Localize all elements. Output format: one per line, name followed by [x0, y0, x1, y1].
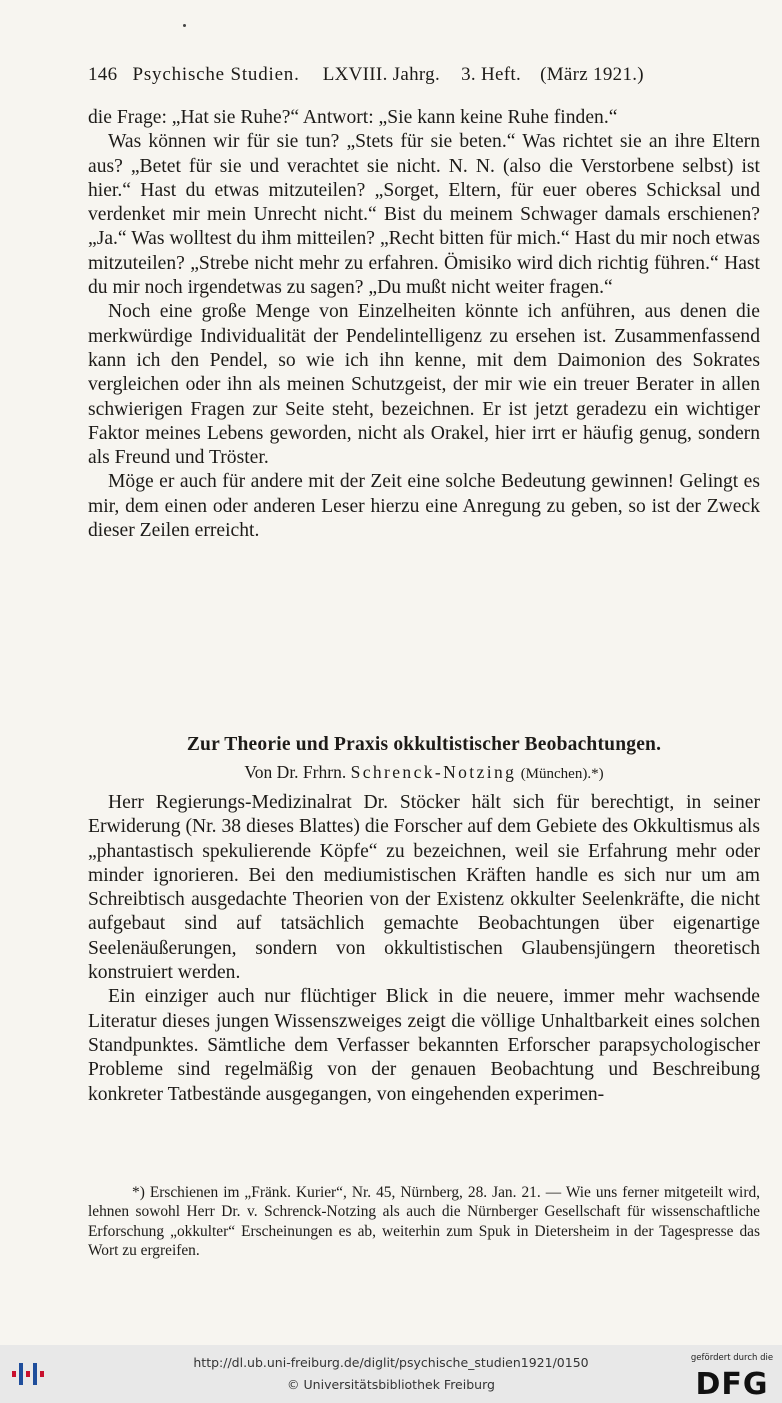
issue: 3. Heft.: [461, 64, 522, 85]
article-body: [88, 791, 760, 1107]
funding-note: gefördert durch die: [690, 1353, 774, 1363]
volume: LXVIII. Jahrg.: [322, 64, 441, 85]
scan-speck: [183, 24, 186, 27]
viewer-footer: [0, 1345, 782, 1403]
dfg-logo: [690, 1353, 774, 1399]
paragraph: Noch eine große Menge von Einzelheiten könnte ich anführen, aus denen die merkwürdige Individualität der Pendelintelligenz zu ersehen ist. Zusammenfassend kann ich den Pendel, so wie ich ihn kenne, mit dem Daimonion des Sokrates vergleichen oder ihn als meinen Schutzgeist, der mir wie ein treuer Berater in allen schwierigen Fragen zur Seite steht, bezeichnen. Er ist jetzt geradezu ein wichtiger Faktor meines Lebens geworden, nicht als Orakel, hier irrt er häufig genug, sondern als Freund und Tröster.: [88, 301, 760, 469]
author-city: (München).*): [520, 766, 604, 782]
page-number: 146: [88, 64, 118, 85]
footnote-text: *) Erschienen im „Fränk. Kurier“, Nr. 45, Nürnberg, 28. Jan. 21. — Wie uns ferner mitgeteilt wird, lehnen sowohl Herr Dr. v. Schrenck-Notzing als auch die Nürnberger Gesellschaft für wissenschaftliche Erforschung „okkulter“ Erscheinungen es ab, weiterhin zum Spuk in Dietersheim in der Tagespresse das Wort zu ergreifen.: [88, 1184, 760, 1260]
paragraph: Herr Regierungs-Medizinalrat Dr. Stöcker hält sich für berechtigt, in seiner Erwiderung (Nr. 38 dieses Blattes) die Forscher auf dem Gebiete des Okkultismus als „phantastisch spekulierende Köpfe“ zu bezeichnen, weil sie Erfahrung mehr oder minder ignorieren. Bei den mediumistischen Kräften handle es sich nur um am Schreibtisch ausgedachte Theorien von der Existenz okkulter Seelenkräfte, die nicht aufgebaut sind auf tatsächlich gemachte Beobachtungen über eigenartige Seelenäußerungen, sondern von okkultistischen Glaubensjüngern theoretisch konstruiert werden.: [88, 792, 760, 984]
author-line: [88, 762, 760, 783]
continued-article-text: [88, 106, 760, 543]
copyright-notice: © Universitätsbibliothek Freiburg: [287, 1377, 495, 1392]
dfg-logo-icon: [692, 1367, 772, 1397]
source-url-link[interactable]: http://dl.ub.uni-freiburg.de/diglit/psychische_studien1921/0150: [193, 1355, 589, 1370]
paragraph: Was können wir für sie tun? „Stets für sie beten.“ Was richtet sie an ihre Eltern aus? „Betet für sie und verachtet sie nicht. N. N. (also die Verstorbene selbst) ist hier.“ Hast du etwas mitzuteilen? „Sorget, Eltern, für euer oberes Schicksal und verdenket mir mein Unrecht nicht.“ Bist du meinem Schwager damals erschienen? „Ja.“ Was wolltest du ihm mitteilen? „Recht bitten für mich.“ Hast du mir noch etwas mitzuteilen? „Strebe nicht mehr zu erfahren. Ömisiko wird dich richtig führen.“ Hast du mir noch irgendetwas zu sagen? „Du mußt nicht weiter fragen.“: [88, 131, 760, 299]
journal-name: Psychische Studien.: [132, 64, 300, 85]
issue-date: (März 1921.): [540, 64, 644, 85]
author-name: Schrenck-Notzing: [350, 762, 517, 782]
paragraph: Möge er auch für andere mit der Zeit eine solche Bedeutung gewinnen! Gelingt es mir, dem einen oder anderen Leser hierzu eine Anregung zu geben, so ist der Zweck dieser Zeilen erreicht.: [88, 471, 760, 542]
paragraph: Ein einziger auch nur flüchtiger Blick in die neuere, immer mehr wachsende Literatur dieses jungen Wissenszweiges zeigt die völlige Unhaltbarkeit eines solchen Standpunktes. Sämtliche dem Verfasser bekannten Erforscher parapsychologischer Probleme sind regelmäßig von der genauen Beobachtung und Beschreibung konkreter Tatbestände ausgegangen, von eingehenden experimen-: [88, 986, 760, 1105]
author-prefix: Von Dr. Frhrn.: [244, 762, 347, 782]
footnote: [88, 1183, 760, 1261]
running-header: [88, 64, 728, 86]
dfg-logo-text: DFG: [695, 1367, 769, 1397]
paragraph: die Frage: „Hat sie Ruhe?“ Antwort: „Sie kann keine Ruhe finden.“: [88, 107, 618, 128]
article-title: Zur Theorie und Praxis okkultistischer Beobachtungen.: [186, 734, 662, 755]
